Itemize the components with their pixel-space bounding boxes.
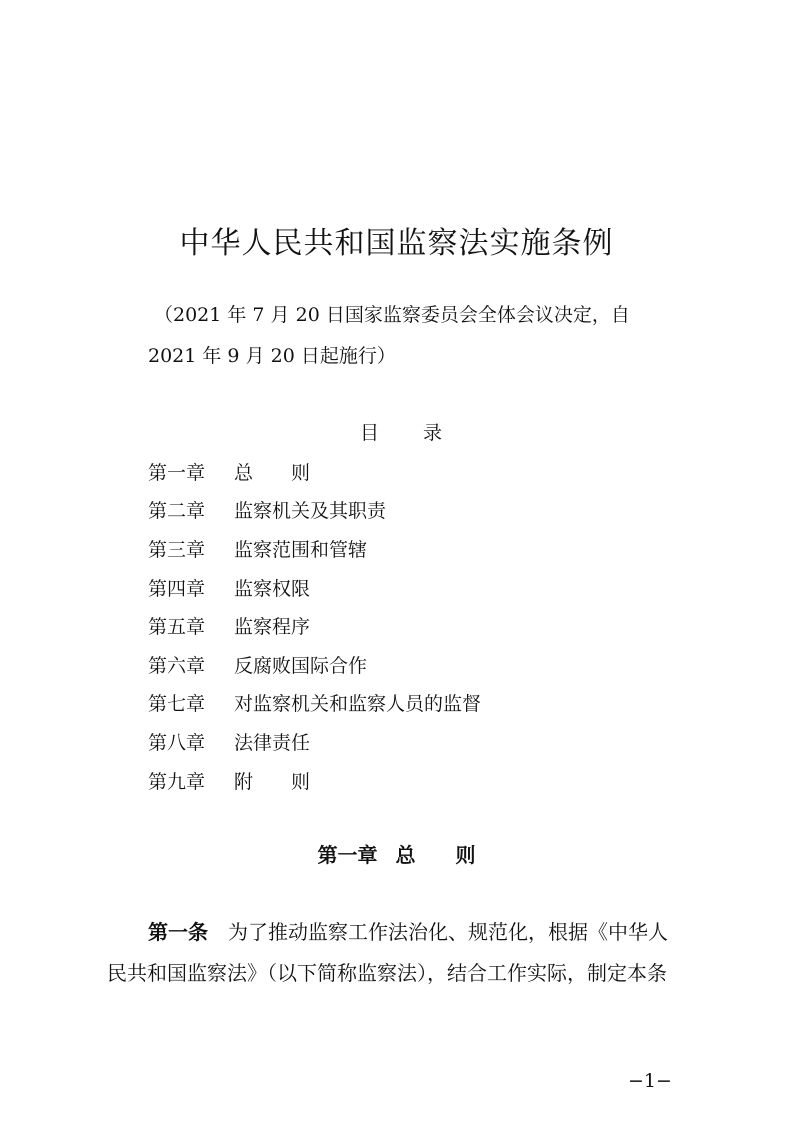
toc-heading-left: 目 <box>360 422 380 444</box>
toc-chapter-title: 监察范围和管辖 <box>234 538 368 561</box>
enactment-note-line-2: 2021 年 9 月 20 日起施行） <box>148 345 396 367</box>
article-paragraph-line-1 <box>148 916 668 945</box>
toc-chapter-title: 对监察机关和监察人员的监督 <box>234 693 482 716</box>
toc-chapter-title: 监察权限 <box>234 577 311 600</box>
toc-item <box>148 529 481 568</box>
toc-chapter-number: 第五章 <box>148 616 206 639</box>
article-text-line-1: 为了推动监察工作法治化、规范化，根据《中华人 <box>228 920 668 944</box>
toc-chapter-title: 总 则 <box>234 461 311 484</box>
toc-chapter-number: 第六章 <box>148 654 206 677</box>
toc-chapter-number: 第三章 <box>148 538 206 561</box>
toc-item <box>148 606 481 645</box>
toc-chapter-number: 第二章 <box>148 500 206 523</box>
toc-item <box>148 568 481 607</box>
toc-item <box>148 722 481 761</box>
toc-chapter-number: 第七章 <box>148 693 206 716</box>
toc-item <box>148 684 481 723</box>
enactment-note-line-1: （2021 年 7 月 20 日国家监察委员会全体会议决定，自 <box>154 304 630 326</box>
toc-chapter-number: 第九章 <box>148 770 206 793</box>
chapter-heading <box>0 839 793 868</box>
toc-item <box>148 452 481 491</box>
toc-chapter-title: 法律责任 <box>234 731 311 754</box>
toc-item <box>148 491 481 530</box>
toc-chapter-number: 第四章 <box>148 577 206 600</box>
toc-item <box>148 645 481 684</box>
toc-chapter-number: 第一章 <box>148 461 206 484</box>
article-paragraph-line-2: 民共和国监察法》（以下简称监察法），结合工作实际，制定本条 <box>107 961 667 985</box>
toc-chapter-title: 监察机关及其职责 <box>234 500 387 523</box>
toc-chapter-title: 监察程序 <box>234 616 311 639</box>
toc-heading-right: 录 <box>423 422 443 444</box>
document-title: 中华人民共和国监察法实施条例 <box>179 226 614 261</box>
toc-chapter-title: 附 则 <box>234 770 311 793</box>
toc-chapter-title: 反腐败国际合作 <box>234 654 368 677</box>
page-number: −1− <box>628 1070 672 1092</box>
article-label: 第一条 <box>148 920 208 944</box>
toc-chapter-number: 第八章 <box>148 731 206 754</box>
table-of-contents <box>148 452 481 799</box>
toc-item <box>148 761 481 800</box>
chapter-heading-number: 第一章 <box>317 843 378 867</box>
chapter-heading-title: 总 则 <box>395 843 476 867</box>
toc-heading <box>360 418 442 445</box>
